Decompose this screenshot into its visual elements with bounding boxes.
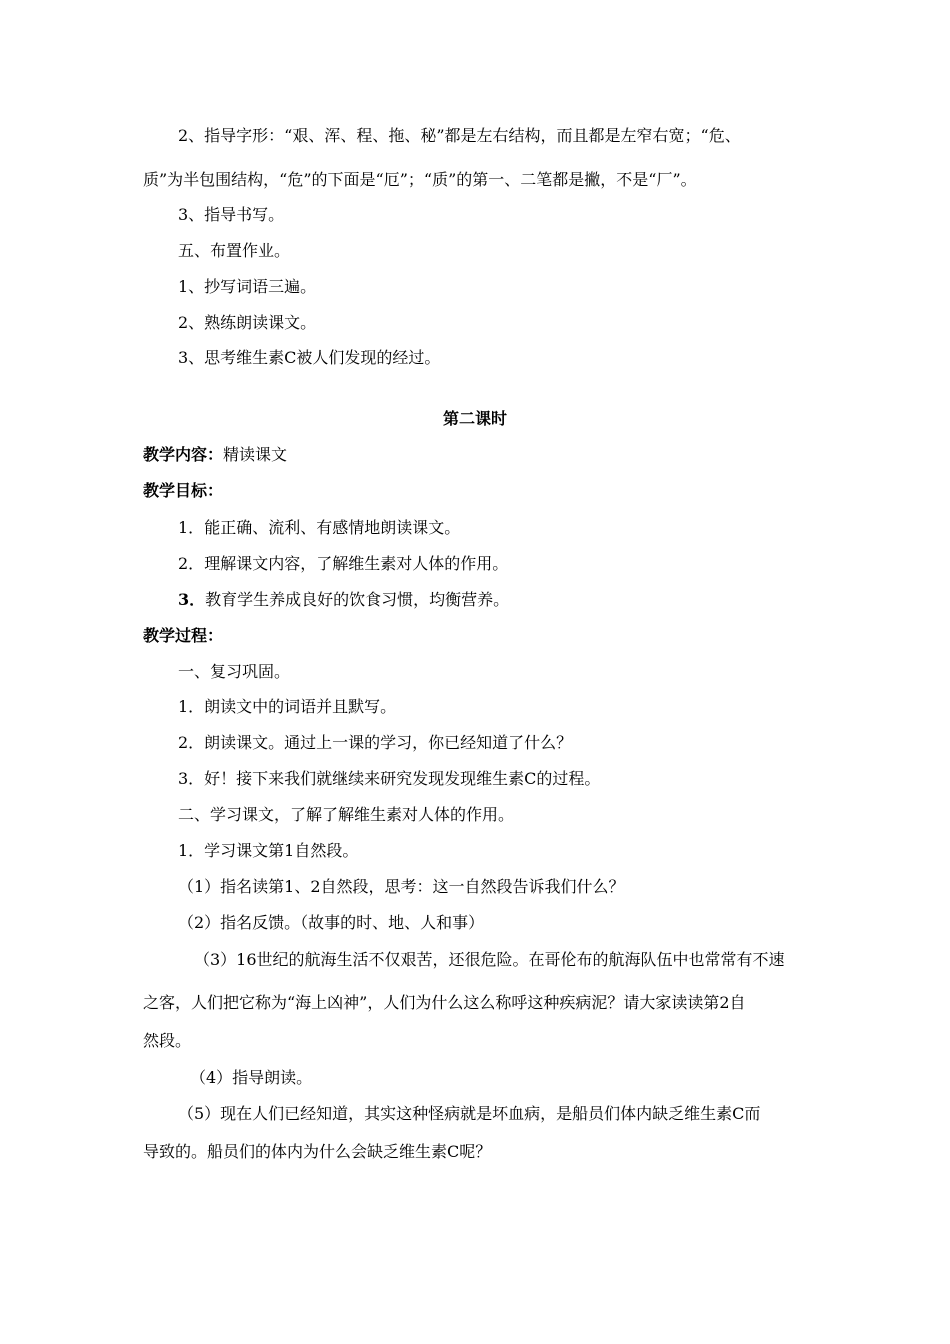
process-step: （5）现在人们已经知道，其实这种怪病就是坏血病，是船员们体内缺乏维生素C而 <box>178 1104 761 1123</box>
process-step: （2）指名反馈。（故事的时、地、人和事） <box>178 913 485 932</box>
goal-text: 理解课文内容，了解维生素对人体的作用。 <box>204 554 509 573</box>
process-step-continued: 导致的。船员们的体内为什么会缺乏维生素C呢？ <box>143 1142 492 1161</box>
content-label: 教学内容： <box>143 445 224 464</box>
content-value: 精读课文 <box>223 445 288 464</box>
goal-item <box>0 590 950 610</box>
process-step: （1）指名读第1、2自然段，思考：这一自然段告诉我们什么？ <box>178 877 625 896</box>
paragraph-line: 3、指导书写。 <box>178 205 285 224</box>
process-step: 一、复习巩固。 <box>178 662 291 681</box>
goal-number: 1． <box>178 518 205 537</box>
goal-number: 3． <box>178 590 206 609</box>
process-step: 3．好！接下来我们就继续来研究发现发现维生素C的过程。 <box>178 769 601 788</box>
section-title: 第二课时 <box>442 409 507 428</box>
process-step: 1．学习课文第1自然段。 <box>178 841 359 860</box>
process-label: 教学过程： <box>143 626 224 645</box>
process-step: （3）16世纪的航海生活不仅艰苦，还很危险。在哥伦布的航海队伍中也常常有不速 <box>194 950 785 969</box>
paragraph-line: 质”为半包围结构，“危”的下面是“厄”；“质”的第一、二笔都是撇，不是“厂”。 <box>143 170 697 189</box>
goals-label: 教学目标： <box>143 481 224 500</box>
goal-item <box>0 554 950 574</box>
paragraph-line: 3、思考维生素C被人们发现的经过。 <box>178 348 441 367</box>
process-step: （4）指导朗读。 <box>190 1068 313 1087</box>
process-step-continued: 然段。 <box>143 1031 192 1050</box>
process-step: 1．朗读文中的词语并且默写。 <box>178 697 397 716</box>
paragraph-line: 2、指导字形：“艰、浑、程、拖、秘”都是左右结构，而且都是左窄右宽；“危、 <box>178 126 741 145</box>
content-row <box>0 445 950 465</box>
paragraph-line: 2、熟练朗读课文。 <box>178 313 317 332</box>
process-step: 二、学习课文，了解了解维生素对人体的作用。 <box>178 805 515 824</box>
goal-number: 2． <box>178 554 205 573</box>
paragraph-line: 1、抄写词语三遍。 <box>178 277 317 296</box>
process-step-continued: 之客，人们把它称为“海上凶神”，人们为什么这么称呼这种疾病泥？请大家读读第2自 <box>143 993 746 1012</box>
goal-text: 教育学生养成良好的饮食习惯，均衡营养。 <box>205 590 510 609</box>
goal-item <box>0 518 950 538</box>
process-step: 2．朗读课文。通过上一课的学习，你已经知道了什么？ <box>178 733 573 752</box>
goal-text: 能正确、流利、有感情地朗读课文。 <box>204 518 461 537</box>
paragraph-line: 五、布置作业。 <box>178 241 291 260</box>
